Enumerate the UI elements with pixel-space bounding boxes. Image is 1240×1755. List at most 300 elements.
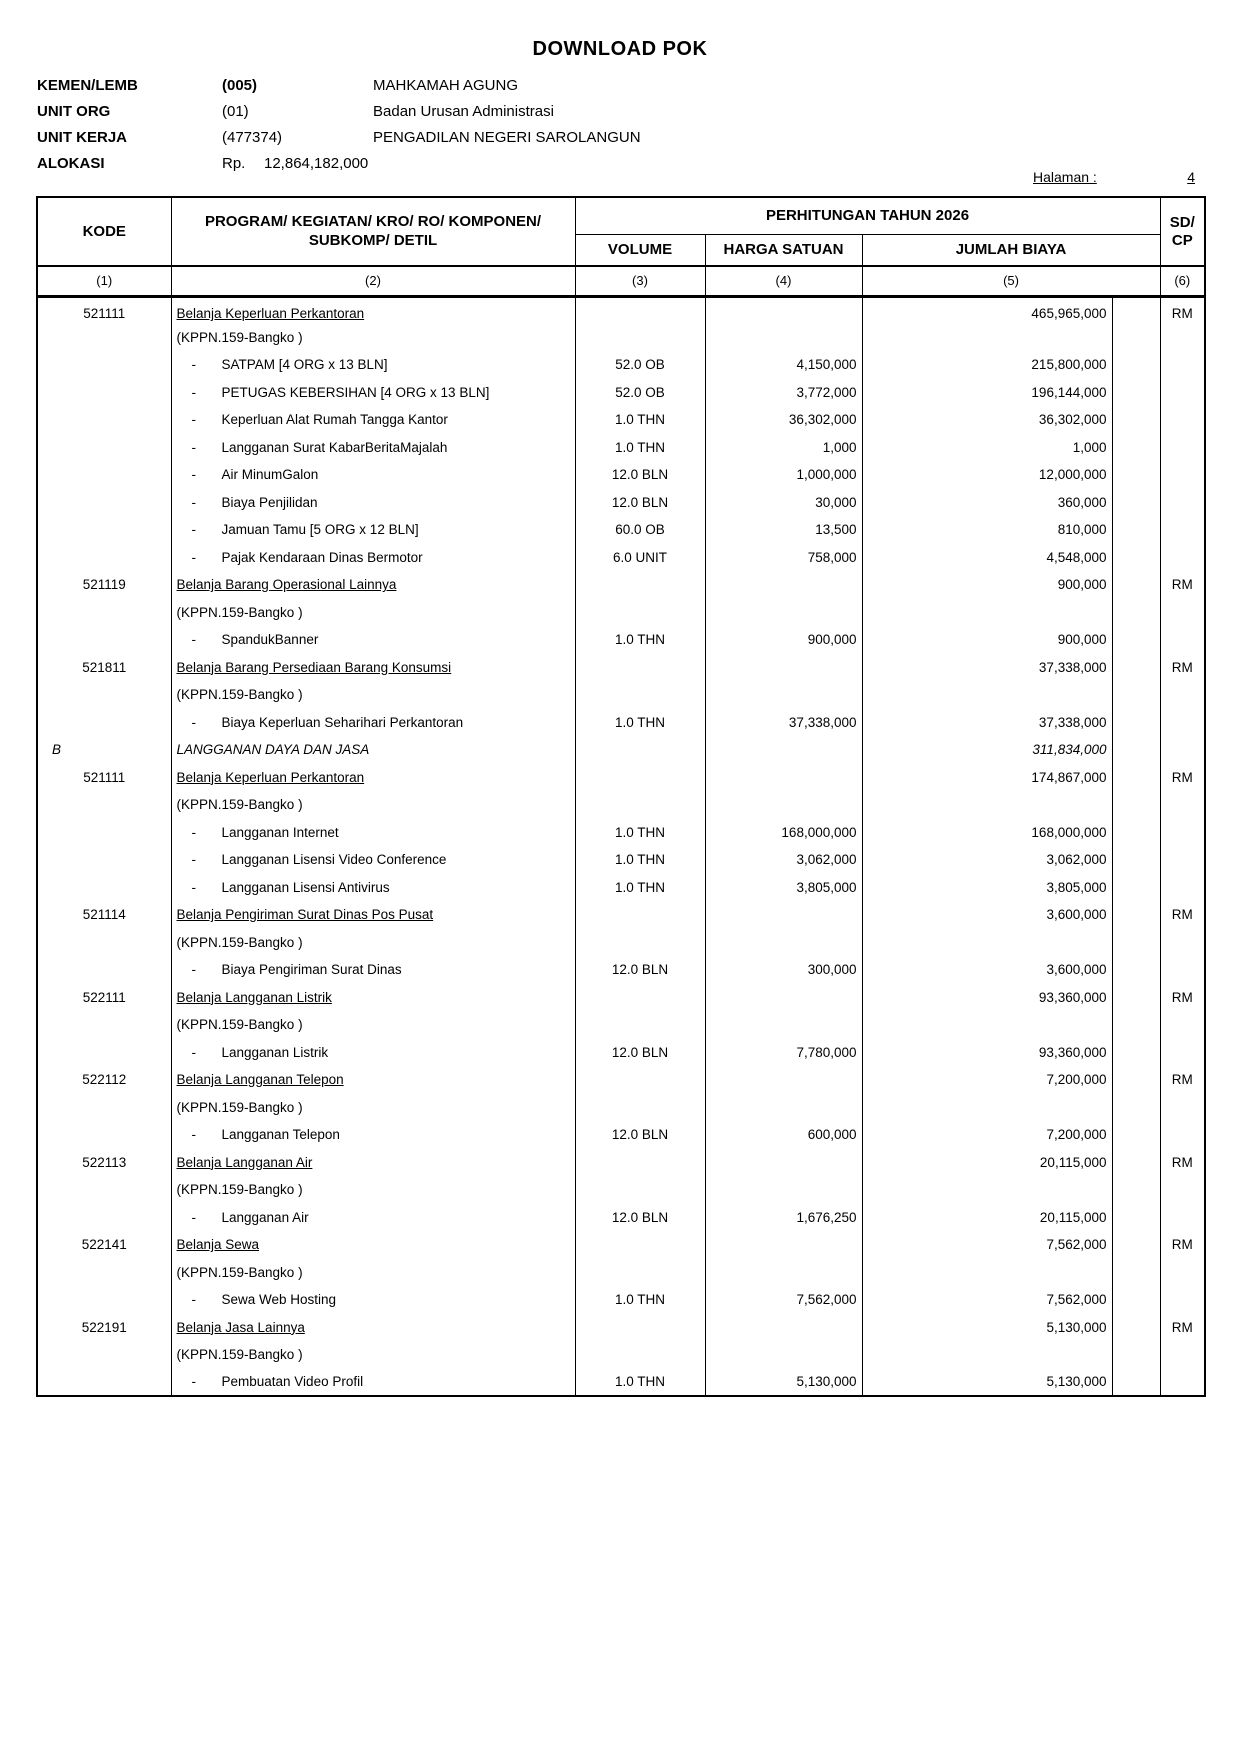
info-label: UNIT KERJA (37, 128, 128, 146)
table-row (37, 516, 1205, 544)
desc-cell (171, 1286, 575, 1314)
jumlah-biaya-cell (862, 681, 1112, 709)
page-number-line (1033, 169, 1195, 185)
header-perhitungan: PERHITUNGAN TAHUN 2026 (575, 197, 1160, 234)
info-label: KEMEN/LEMB (37, 76, 138, 94)
volume-cell (575, 324, 705, 352)
jumlah-biaya-cell: 36,302,000 (862, 406, 1112, 434)
detail-description: PETUGAS KEBERSIHAN [4 ORG x 13 BLN] (221, 384, 490, 400)
currency-label: Rp. (222, 154, 246, 172)
volume-cell (575, 791, 705, 819)
desc-cell (171, 1121, 575, 1149)
sdcp-cell: RM (1171, 1072, 1193, 1088)
jumlah-biaya-cell: 93,360,000 (862, 984, 1112, 1012)
spacer-cell (1112, 1094, 1160, 1122)
kode-cell (37, 846, 171, 874)
desc-cell (171, 984, 575, 1012)
desc-cell (171, 654, 575, 682)
volume-cell (575, 1231, 705, 1259)
kode-cell (37, 544, 171, 572)
belanja-title: Belanja Sewa (176, 1237, 260, 1253)
jumlah-biaya-cell (862, 929, 1112, 957)
kode-cell (37, 489, 171, 517)
info-value: PENGADILAN NEGERI SAROLANGUN (373, 128, 641, 146)
harga-satuan-cell: 13,500 (705, 516, 862, 544)
spacer-cell (1112, 351, 1160, 379)
detail-description: Langganan Internet (221, 824, 339, 840)
kode-cell (37, 709, 171, 737)
volume-cell (575, 571, 705, 599)
kode-cell (37, 819, 171, 847)
harga-satuan-cell (705, 599, 862, 627)
detail-dash: - (191, 1127, 196, 1143)
kppn-note: (KPPN.159-Bangko ) (176, 687, 303, 703)
jumlah-biaya-cell: 3,600,000 (862, 901, 1112, 929)
jumlah-biaya-cell: 360,000 (862, 489, 1112, 517)
volume-cell (575, 296, 705, 324)
header-sdcp: SD/ CP (1160, 197, 1205, 266)
sdcp-cell (1160, 626, 1205, 654)
kode-cell (37, 956, 171, 984)
table-body (37, 296, 1205, 1396)
kode-cell: 521111 (37, 296, 171, 324)
spacer-cell (1112, 681, 1160, 709)
sdcp-cell: RM (1171, 1154, 1193, 1170)
spacer-cell (1112, 819, 1160, 847)
spacer-cell (1112, 1314, 1160, 1342)
jumlah-biaya-cell (862, 1341, 1112, 1369)
volume-cell: 1.0 THN (575, 626, 705, 654)
jumlah-biaya-cell (862, 324, 1112, 352)
desc-cell (171, 1094, 575, 1122)
halaman-label: Halaman : (1033, 169, 1097, 185)
info-code: (005) (222, 76, 258, 94)
table-row (37, 1011, 1205, 1039)
kode-cell (37, 1121, 171, 1149)
detail-description: Jamuan Tamu [5 ORG x 12 BLN] (221, 522, 419, 538)
volume-cell: 1.0 THN (575, 406, 705, 434)
volume-cell: 12.0 BLN (575, 956, 705, 984)
kppn-note: (KPPN.159-Bangko ) (176, 604, 303, 620)
harga-satuan-cell (705, 1176, 862, 1204)
harga-satuan-cell (705, 984, 862, 1012)
harga-satuan-cell: 300,000 (705, 956, 862, 984)
kode-cell (37, 929, 171, 957)
spacer-cell (1112, 1369, 1160, 1397)
header-kode: KODE (37, 197, 171, 266)
spacer-cell (1112, 764, 1160, 792)
jumlah-biaya-cell: 7,200,000 (862, 1066, 1112, 1094)
belanja-title: Belanja Jasa Lainnya (176, 1319, 305, 1335)
kppn-note: (KPPN.159-Bangko ) (176, 934, 303, 950)
desc-cell (171, 1314, 575, 1342)
info-row-alokasi (37, 150, 641, 176)
sdcp-cell: RM (1171, 989, 1193, 1005)
desc-cell (171, 929, 575, 957)
desc-cell (171, 681, 575, 709)
volume-cell (575, 1094, 705, 1122)
table-row (37, 599, 1205, 627)
jumlah-biaya-cell (862, 1176, 1112, 1204)
desc-cell (171, 379, 575, 407)
spacer-cell (1112, 984, 1160, 1012)
detail-description: Pajak Kendaraan Dinas Bermotor (221, 549, 423, 565)
spacer-cell (1112, 626, 1160, 654)
harga-satuan-cell: 4,150,000 (705, 351, 862, 379)
sdcp-cell (1160, 1341, 1205, 1369)
volume-cell: 1.0 THN (575, 819, 705, 847)
jumlah-biaya-cell: 37,338,000 (862, 654, 1112, 682)
sdcp-cell (1160, 681, 1205, 709)
sdcp-cell (1160, 1011, 1205, 1039)
sdcp-cell (1160, 846, 1205, 874)
detail-description: Biaya Pengiriman Surat Dinas (221, 962, 402, 978)
desc-cell (171, 324, 575, 352)
table-row (37, 654, 1205, 682)
table-row (37, 1286, 1205, 1314)
jumlah-biaya-cell: 12,000,000 (862, 461, 1112, 489)
info-value: Badan Urusan Administrasi (373, 102, 554, 120)
detail-dash: - (191, 357, 196, 373)
kode-cell: 522191 (37, 1314, 171, 1342)
colnum-3: (3) (575, 266, 705, 296)
detail-description: Air MinumGalon (221, 467, 319, 483)
jumlah-biaya-cell: 4,548,000 (862, 544, 1112, 572)
pok-table (36, 196, 1206, 1397)
header-harga-satuan: HARGA SATUAN (705, 234, 862, 266)
volume-cell (575, 764, 705, 792)
table-row (37, 1259, 1205, 1287)
desc-cell (171, 1341, 575, 1369)
detail-dash: - (191, 632, 196, 648)
table-row (37, 1121, 1205, 1149)
spacer-cell (1112, 1011, 1160, 1039)
detail-dash: - (191, 1374, 196, 1390)
table-row (37, 296, 1205, 324)
table-row (37, 1314, 1205, 1342)
desc-cell (171, 1066, 575, 1094)
desc-cell (171, 736, 575, 764)
desc-cell (171, 1231, 575, 1259)
volume-cell (575, 1341, 705, 1369)
table-header (37, 197, 1205, 296)
detail-dash: - (191, 1044, 196, 1060)
table-row (37, 791, 1205, 819)
alokasi-amount: 12,864,182,000 (264, 154, 369, 172)
desc-cell (171, 874, 575, 902)
harga-satuan-cell (705, 1231, 862, 1259)
spacer-cell (1112, 956, 1160, 984)
info-row-unitorg (37, 98, 641, 124)
sdcp-cell: RM (1171, 577, 1193, 593)
harga-satuan-cell: 7,780,000 (705, 1039, 862, 1067)
spacer-cell (1112, 1259, 1160, 1287)
volume-cell (575, 929, 705, 957)
sdcp-cell (1160, 956, 1205, 984)
detail-dash: - (191, 494, 196, 510)
harga-satuan-cell (705, 1149, 862, 1177)
harga-satuan-cell (705, 736, 862, 764)
detail-description: Pembuatan Video Profil (221, 1374, 364, 1390)
volume-cell (575, 1314, 705, 1342)
info-code: (01) (222, 102, 249, 120)
table-row (37, 1176, 1205, 1204)
desc-cell (171, 819, 575, 847)
belanja-title: Belanja Langganan Listrik (176, 989, 332, 1005)
table-row (37, 434, 1205, 462)
kode-cell (37, 626, 171, 654)
detail-description: Sewa Web Hosting (221, 1292, 337, 1308)
table-row (37, 984, 1205, 1012)
volume-cell: 52.0 OB (575, 379, 705, 407)
spacer-cell (1112, 736, 1160, 764)
desc-cell (171, 901, 575, 929)
sdcp-cell (1160, 709, 1205, 737)
sdcp-cell (1160, 434, 1205, 462)
harga-satuan-cell (705, 791, 862, 819)
volume-cell: 12.0 BLN (575, 1204, 705, 1232)
kppn-note: (KPPN.159-Bangko ) (176, 1017, 303, 1033)
spacer-cell (1112, 599, 1160, 627)
table-row (37, 379, 1205, 407)
desc-cell (171, 791, 575, 819)
detail-dash: - (191, 1292, 196, 1308)
desc-cell (171, 626, 575, 654)
belanja-title: Belanja Keperluan Perkantoran (176, 769, 365, 785)
volume-cell (575, 1066, 705, 1094)
kode-cell (37, 461, 171, 489)
spacer-cell (1112, 791, 1160, 819)
table-row (37, 571, 1205, 599)
table-row (37, 489, 1205, 517)
info-label: ALOKASI (37, 154, 105, 172)
jumlah-biaya-cell: 465,965,000 (862, 296, 1112, 324)
sdcp-cell (1160, 791, 1205, 819)
spacer-cell (1112, 296, 1160, 324)
spacer-cell (1112, 901, 1160, 929)
kode-cell: 521119 (37, 571, 171, 599)
sdcp-cell: RM (1171, 769, 1193, 785)
table-row (37, 1039, 1205, 1067)
jumlah-biaya-cell: 215,800,000 (862, 351, 1112, 379)
jumlah-biaya-cell: 810,000 (862, 516, 1112, 544)
desc-cell (171, 1039, 575, 1067)
jumlah-biaya-cell (862, 1259, 1112, 1287)
jumlah-biaya-cell: 7,562,000 (862, 1231, 1112, 1259)
kode-cell (37, 406, 171, 434)
jumlah-biaya-cell: 20,115,000 (862, 1204, 1112, 1232)
kppn-note: (KPPN.159-Bangko ) (176, 1182, 303, 1198)
volume-cell (575, 599, 705, 627)
sdcp-cell: RM (1171, 659, 1193, 675)
volume-cell (575, 654, 705, 682)
jumlah-biaya-cell: 5,130,000 (862, 1314, 1112, 1342)
info-value: MAHKAMAH AGUNG (373, 76, 519, 94)
table-row (37, 1231, 1205, 1259)
kppn-note: (KPPN.159-Bangko ) (176, 329, 303, 345)
table-row (37, 956, 1205, 984)
info-row-kemenlemb (37, 72, 641, 98)
volume-cell: 12.0 BLN (575, 1121, 705, 1149)
harga-satuan-cell (705, 654, 862, 682)
harga-satuan-cell: 1,676,250 (705, 1204, 862, 1232)
harga-satuan-cell: 900,000 (705, 626, 862, 654)
table-row (37, 901, 1205, 929)
kode-cell (37, 351, 171, 379)
desc-cell (171, 489, 575, 517)
detail-dash: - (191, 879, 196, 895)
table-row (37, 461, 1205, 489)
harga-satuan-cell: 168,000,000 (705, 819, 862, 847)
spacer-cell (1112, 846, 1160, 874)
volume-cell (575, 1259, 705, 1287)
harga-satuan-cell (705, 571, 862, 599)
kode-cell: 522141 (37, 1231, 171, 1259)
spacer-cell (1112, 1121, 1160, 1149)
spacer-cell (1112, 1039, 1160, 1067)
detail-description: Langganan Air (221, 1209, 309, 1225)
header-info (37, 72, 641, 176)
desc-cell (171, 351, 575, 379)
spacer-cell (1112, 379, 1160, 407)
table-row (37, 764, 1205, 792)
kode-cell (37, 434, 171, 462)
jumlah-biaya-cell: 7,200,000 (862, 1121, 1112, 1149)
jumlah-biaya-cell (862, 1094, 1112, 1122)
sdcp-cell (1160, 1039, 1205, 1067)
sdcp-cell (1160, 1259, 1205, 1287)
sdcp-cell (1160, 929, 1205, 957)
kode-cell (37, 1341, 171, 1369)
spacer-cell (1112, 406, 1160, 434)
jumlah-biaya-cell (862, 599, 1112, 627)
jumlah-biaya-cell: 5,130,000 (862, 1369, 1112, 1397)
volume-cell: 1.0 THN (575, 1286, 705, 1314)
desc-cell (171, 846, 575, 874)
volume-cell (575, 984, 705, 1012)
sdcp-cell (1160, 544, 1205, 572)
spacer-cell (1112, 1231, 1160, 1259)
sdcp-cell (1160, 1176, 1205, 1204)
volume-cell: 60.0 OB (575, 516, 705, 544)
desc-cell (171, 461, 575, 489)
header-volume: VOLUME (575, 234, 705, 266)
volume-cell (575, 1149, 705, 1177)
sdcp-cell (1160, 1121, 1205, 1149)
harga-satuan-cell (705, 681, 862, 709)
table-row (37, 681, 1205, 709)
detail-description: Langganan Lisensi Video Conference (221, 852, 447, 868)
jumlah-biaya-cell: 196,144,000 (862, 379, 1112, 407)
colnum-1: (1) (37, 266, 171, 296)
spacer-cell (1112, 1341, 1160, 1369)
detail-dash: - (191, 467, 196, 483)
volume-cell (575, 736, 705, 764)
halaman-number: 4 (1187, 169, 1195, 185)
volume-cell: 1.0 THN (575, 434, 705, 462)
kode-cell (37, 516, 171, 544)
harga-satuan-cell (705, 1066, 862, 1094)
desc-cell (171, 1369, 575, 1397)
table-row (37, 819, 1205, 847)
kode-cell (37, 379, 171, 407)
sdcp-cell (1160, 324, 1205, 352)
sdcp-cell (1160, 351, 1205, 379)
volume-cell: 1.0 THN (575, 874, 705, 902)
spacer-cell (1112, 324, 1160, 352)
desc-cell (171, 1011, 575, 1039)
jumlah-biaya-cell: 37,338,000 (862, 709, 1112, 737)
spacer-cell (1112, 1204, 1160, 1232)
sdcp-cell (1160, 461, 1205, 489)
kode-cell (37, 324, 171, 352)
detail-dash: - (191, 714, 196, 730)
kode-cell (37, 1204, 171, 1232)
jumlah-biaya-cell: 1,000 (862, 434, 1112, 462)
belanja-title: Belanja Barang Persediaan Barang Konsumsi (176, 659, 452, 675)
jumlah-biaya-cell: 900,000 (862, 626, 1112, 654)
harga-satuan-cell: 1,000 (705, 434, 862, 462)
spacer-cell (1112, 544, 1160, 572)
desc-cell (171, 544, 575, 572)
jumlah-biaya-cell: 20,115,000 (862, 1149, 1112, 1177)
harga-satuan-cell (705, 901, 862, 929)
harga-satuan-cell (705, 296, 862, 324)
table-row (37, 1204, 1205, 1232)
table-row (37, 929, 1205, 957)
spacer-cell (1112, 516, 1160, 544)
table-row (37, 406, 1205, 434)
kode-cell: 521114 (37, 901, 171, 929)
kode-cell (37, 681, 171, 709)
kode-cell (37, 1094, 171, 1122)
detail-dash: - (191, 962, 196, 978)
desc-cell (171, 1259, 575, 1287)
sdcp-cell (1160, 1286, 1205, 1314)
belanja-title: Belanja Barang Operasional Lainnya (176, 577, 397, 593)
belanja-title: Belanja Keperluan Perkantoran (176, 306, 365, 321)
sdcp-cell (1160, 406, 1205, 434)
table-row (37, 1369, 1205, 1397)
kppn-note: (KPPN.159-Bangko ) (176, 1347, 303, 1363)
harga-satuan-cell (705, 1341, 862, 1369)
harga-satuan-cell: 3,062,000 (705, 846, 862, 874)
spacer-cell (1112, 1176, 1160, 1204)
table-row (37, 1094, 1205, 1122)
sdcp-cell: RM (1171, 1319, 1193, 1335)
sdcp-cell (1160, 516, 1205, 544)
kode-cell (37, 1039, 171, 1067)
spacer-cell (1112, 874, 1160, 902)
jumlah-biaya-cell: 3,805,000 (862, 874, 1112, 902)
kppn-note: (KPPN.159-Bangko ) (176, 797, 303, 813)
spacer-cell (1112, 1286, 1160, 1314)
jumlah-biaya-cell (862, 791, 1112, 819)
sdcp-cell: RM (1171, 306, 1193, 321)
jumlah-biaya-cell: 93,360,000 (862, 1039, 1112, 1067)
harga-satuan-cell: 1,000,000 (705, 461, 862, 489)
sdcp-cell (1160, 736, 1205, 764)
detail-description: Langganan Telepon (221, 1127, 340, 1143)
harga-satuan-cell: 3,805,000 (705, 874, 862, 902)
table-row (37, 324, 1205, 352)
volume-cell: 6.0 UNIT (575, 544, 705, 572)
sdcp-cell (1160, 489, 1205, 517)
kode-cell (37, 791, 171, 819)
volume-cell (575, 1176, 705, 1204)
table-row (37, 709, 1205, 737)
harga-satuan-cell (705, 1094, 862, 1122)
